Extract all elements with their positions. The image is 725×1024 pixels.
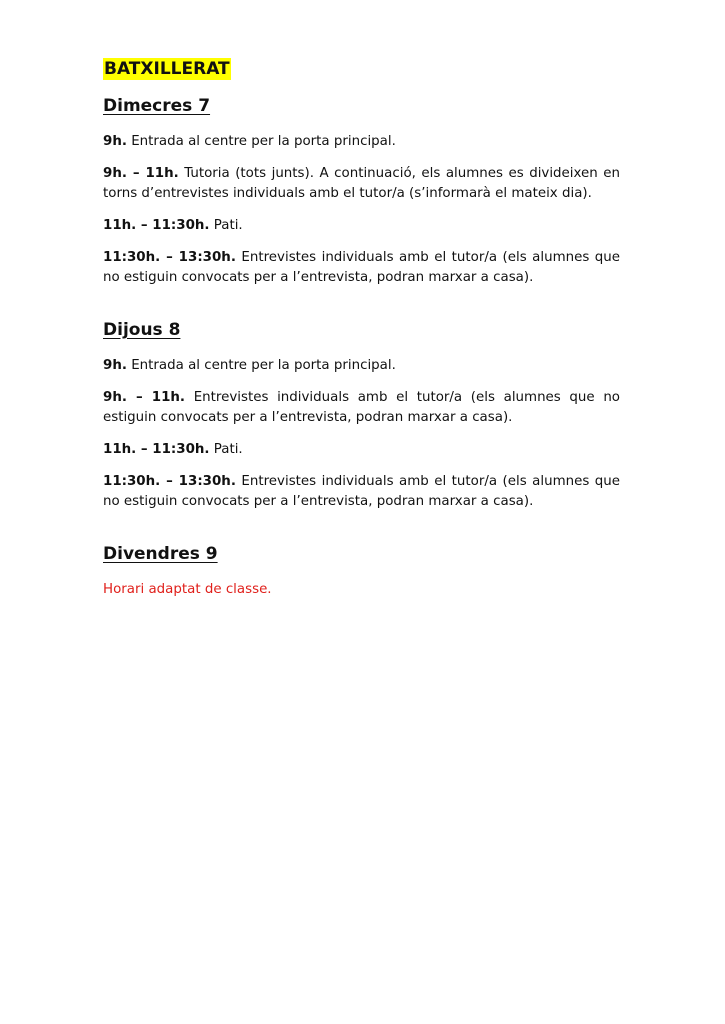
day-heading-dimecres: Dimecres 7 <box>103 96 211 116</box>
schedule-time: 11:30h. – 13:30h. <box>103 250 236 265</box>
document-title: BATXILLERAT <box>104 59 230 79</box>
schedule-note: Horari adaptat de classe. <box>103 582 272 597</box>
schedule-item <box>103 472 620 512</box>
schedule-time: 11h. – 11:30h. <box>103 218 210 233</box>
day-heading-dijous: Dijous 8 <box>103 320 181 340</box>
schedule-text: Entrevistes individuals amb el tutor/a (els alumnes que no estiguin convocats per a l’entrevista, podran marxar a casa). <box>103 474 621 509</box>
schedule-time: 11:30h. – 13:30h. <box>103 474 236 489</box>
schedule-time: 9h. – 11h. <box>103 166 179 181</box>
schedule-text: Entrada al centre per la porta principal. <box>126 358 396 373</box>
schedule-text: Entrevistes individuals amb el tutor/a (els alumnes que no estiguin convocats per a l’entrevista, podran marxar a casa). <box>103 250 621 285</box>
schedule-item <box>103 388 620 428</box>
schedule-time: 9h. <box>103 358 127 373</box>
schedule-text: Entrevistes individuals amb el tutor/a (els alumnes que no estiguin convocats per a l’entrevista, podran marxar a casa). <box>103 390 620 425</box>
schedule-text: Pati. <box>209 442 243 457</box>
schedule-text: Tutoria (tots junts). A continuació, els alumnes es divideixen en torns d’entrevistes individuals amb el tutor/a (s’informarà el mateix dia). <box>103 166 620 201</box>
schedule-item <box>103 132 620 152</box>
schedule-item <box>103 440 620 460</box>
schedule-item <box>103 216 620 236</box>
schedule-text: Pati. <box>209 218 243 233</box>
day-heading-divendres: Divendres 9 <box>103 544 218 564</box>
document-content <box>103 58 620 600</box>
schedule-time: 9h. – 11h. <box>103 390 186 405</box>
schedule-item <box>103 356 620 376</box>
schedule-item <box>103 248 620 288</box>
schedule-text: Entrada al centre per la porta principal. <box>126 134 396 149</box>
schedule-time: 9h. <box>103 134 127 149</box>
schedule-time: 11h. – 11:30h. <box>103 442 210 457</box>
schedule-item <box>103 164 620 204</box>
